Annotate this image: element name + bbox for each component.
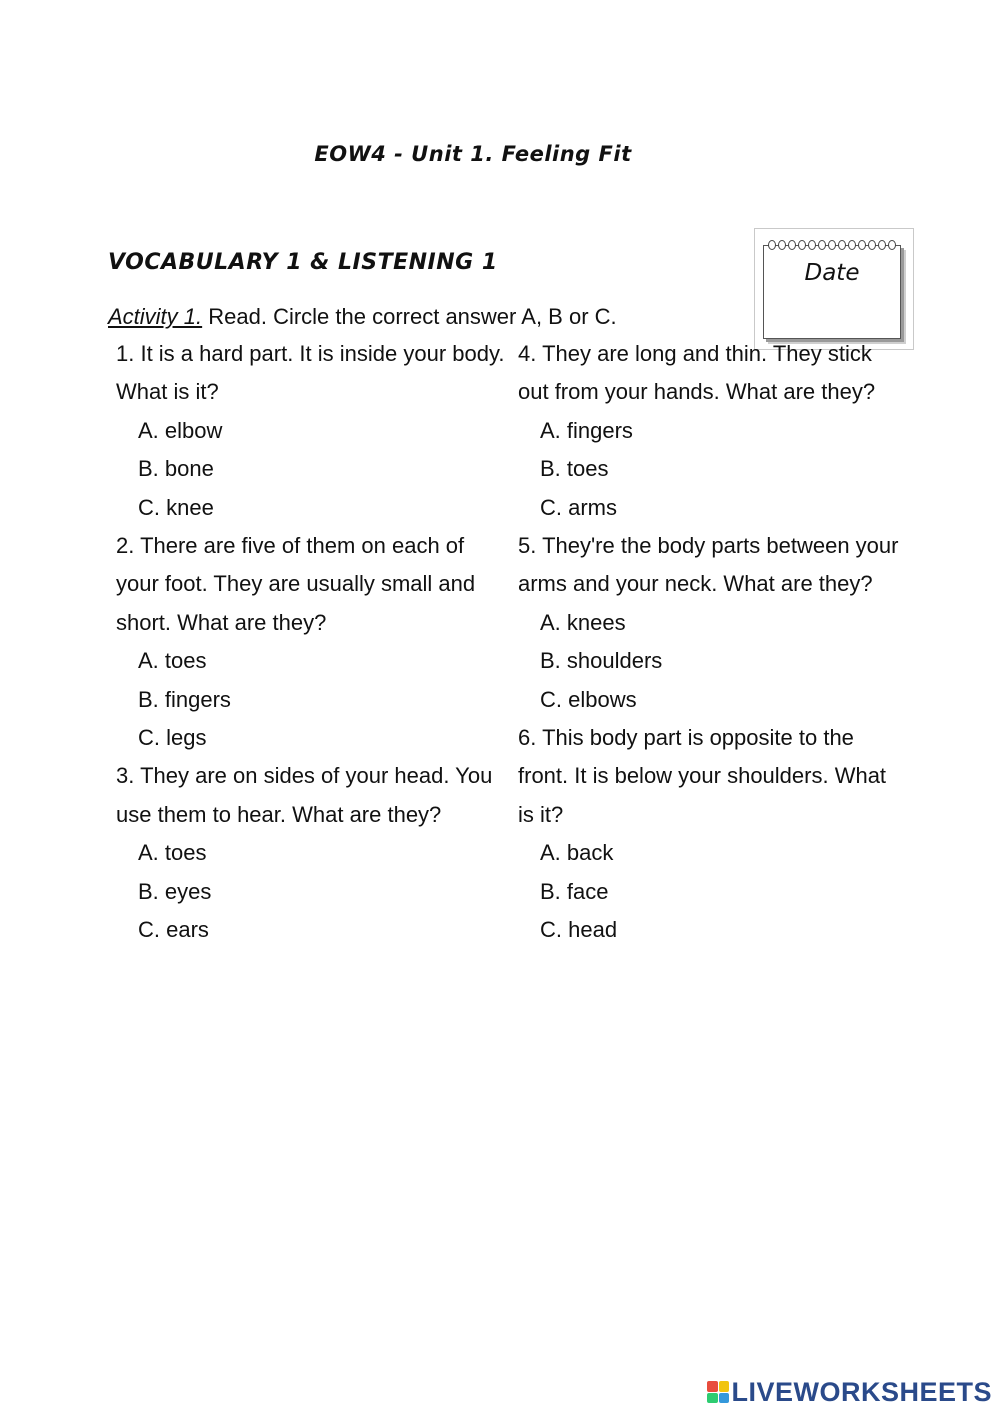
question-text: 4. They are long and thin. They stick out from your hands. What are they? (518, 341, 876, 405)
question-text: 5. They're the body parts between your arms and your neck. What are they? (518, 533, 899, 597)
activity-instruction (108, 304, 617, 330)
question-text: 3. They are on sides of your head. You use them to hear. What are they? (116, 763, 493, 827)
option-b[interactable]: B. fingers (138, 686, 231, 712)
option-a[interactable]: A. fingers (540, 417, 633, 443)
option-b[interactable]: B. eyes (138, 878, 212, 904)
option-a[interactable]: A. toes (138, 840, 207, 866)
section-heading: VOCABULARY 1 & LISTENING 1 (108, 250, 498, 275)
option-b[interactable]: B. bone (138, 456, 214, 482)
question-3 (116, 757, 506, 949)
questions-right-column (518, 335, 908, 950)
option-c[interactable]: C. elbows (540, 686, 637, 712)
activity-text: Read. Circle the correct answer A, B or C. (202, 304, 617, 329)
question-text: 1. It is a hard part. It is inside your body. What is it? (116, 341, 505, 405)
question-5 (518, 527, 908, 719)
option-b[interactable]: B. shoulders (540, 648, 663, 674)
logo-square-yellow (719, 1381, 730, 1392)
liveworksheets-watermark (707, 1377, 992, 1407)
question-text: 6. This body part is opposite to the front. It is below your shoulders. What is it? (518, 725, 887, 827)
logo-square-blue (719, 1393, 730, 1404)
question-text: 2. There are five of them on each of your foot. They are usually small and short. What are they? (116, 533, 476, 635)
questions-left-column (116, 335, 506, 950)
spiral-binding (768, 240, 896, 252)
liveworksheets-logo-icon (707, 1381, 729, 1403)
option-a[interactable]: A. knees (540, 609, 626, 635)
question-6 (518, 719, 908, 949)
worksheet-title: EOW4 - Unit 1. Feeling Fit (314, 142, 632, 166)
question-4 (518, 335, 908, 527)
option-c[interactable]: C. legs (138, 725, 207, 751)
option-a[interactable]: A. elbow (138, 417, 223, 443)
logo-square-red (707, 1381, 718, 1392)
option-c[interactable]: C. arms (540, 494, 617, 520)
option-b[interactable]: B. toes (540, 456, 609, 482)
option-c[interactable]: C. ears (138, 917, 209, 943)
date-box (754, 228, 914, 350)
activity-label: Activity 1. (108, 304, 203, 329)
option-c[interactable]: C. head (540, 917, 618, 943)
option-a[interactable]: A. toes (138, 648, 207, 674)
question-2 (116, 527, 506, 757)
logo-square-green (707, 1393, 718, 1404)
option-b[interactable]: B. face (540, 878, 609, 904)
notepad-icon (763, 245, 901, 339)
option-a[interactable]: A. back (540, 840, 614, 866)
option-c[interactable]: C. knee (138, 494, 214, 520)
watermark-text: LIVEWORKSHEETS (731, 1376, 992, 1407)
question-1 (116, 335, 506, 527)
date-label: Date (804, 260, 860, 286)
